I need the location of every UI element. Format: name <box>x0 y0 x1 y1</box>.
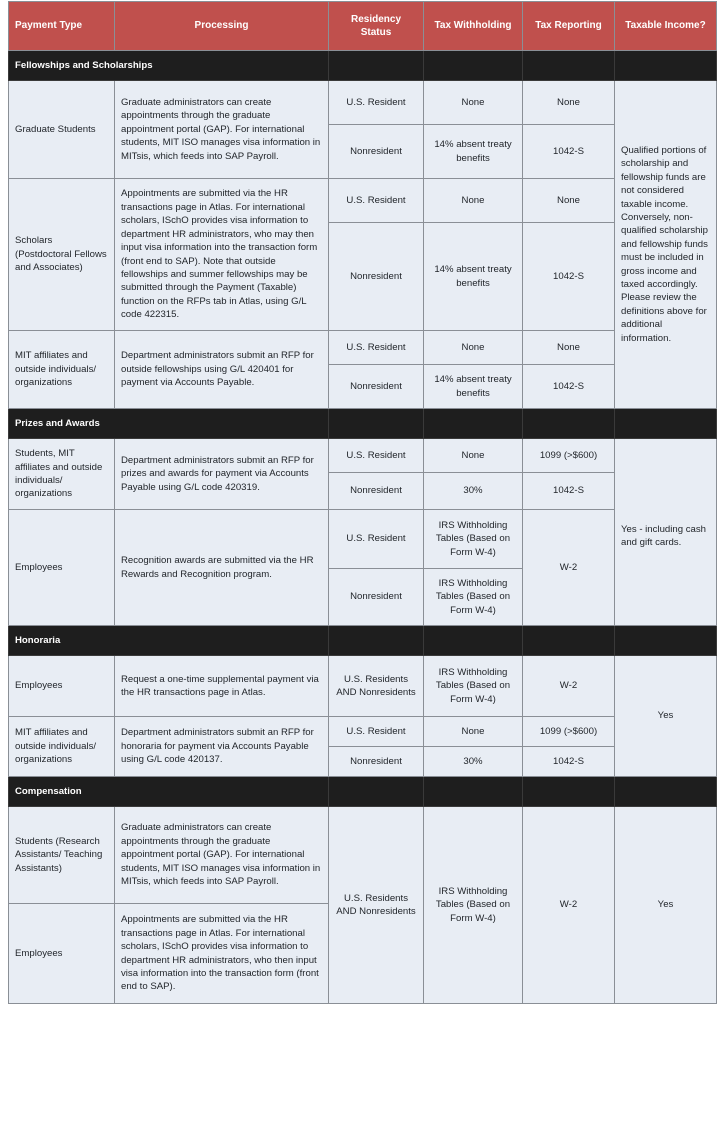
processing-cell: Appointments are submitted via the HR transactions page in Atlas. For international scholars, ISchO provides visa information to department HR administrators, who may then input visa information into the transaction form (front end to SAP). Note that outside fellowships and summer fellowships may be submitted through the Payment (Taxable) function on the RFPs tab in Atlas, using G/L code 422315. <box>115 179 329 331</box>
taxable-income-cell: Yes <box>615 807 717 1004</box>
section-header-prizes <box>9 409 717 439</box>
payment-type-cell: Employees <box>9 656 115 717</box>
reporting-cell: W-2 <box>523 656 615 717</box>
withholding-cell: None <box>424 717 523 747</box>
payment-type-cell: Students (Research Assistants/ Teaching Assistants) <box>9 807 115 904</box>
reporting-cell: W-2 <box>523 510 615 626</box>
section-title: Honoraria <box>9 626 329 656</box>
withholding-cell: IRS Withholding Tables (Based on Form W-4) <box>424 656 523 717</box>
withholding-cell: 14% absent treaty benefits <box>424 365 523 409</box>
withholding-cell: None <box>424 439 523 473</box>
residency-cell: U.S. Resident <box>329 331 424 365</box>
taxable-income-cell: Yes <box>615 656 717 777</box>
reporting-cell: 1099 (>$600) <box>523 717 615 747</box>
residency-cell: U.S. Resident <box>329 179 424 223</box>
reporting-cell: 1042-S <box>523 473 615 510</box>
processing-cell: Department administrators submit an RFP for prizes and awards for payment via Accounts Payable using G/L code 420319. <box>115 439 329 510</box>
residency-cell: Nonresident <box>329 365 424 409</box>
reporting-cell: 1099 (>$600) <box>523 439 615 473</box>
processing-cell: Appointments are submitted via the HR transactions page in Atlas. For international scholars, ISchO provides visa information to department HR administrators, who then input visa information into the transaction form (front end to SAP). <box>115 904 329 1004</box>
withholding-cell: 14% absent treaty benefits <box>424 223 523 331</box>
residency-cell: U.S. Residents AND Nonresidents <box>329 807 424 1004</box>
table-row <box>9 807 717 904</box>
residency-cell: Nonresident <box>329 473 424 510</box>
section-title: Fellowships and Scholarships <box>9 51 329 81</box>
reporting-cell: 1042-S <box>523 365 615 409</box>
processing-cell: Graduate administrators can create appointments through the graduate appointment portal (GAP). For international students, MIT ISO manages visa information in MITsis, which feeds into SAP Payroll. <box>115 81 329 179</box>
header-taxable-income: Taxable Income? <box>615 2 717 51</box>
header-residency-status: Residency Status <box>329 2 424 51</box>
section-title: Prizes and Awards <box>9 409 329 439</box>
table-row <box>9 331 717 365</box>
reporting-cell: W-2 <box>523 807 615 1004</box>
table-row <box>9 81 717 125</box>
residency-cell: Nonresident <box>329 223 424 331</box>
table-row <box>9 717 717 747</box>
withholding-cell: None <box>424 81 523 125</box>
processing-cell: Request a one-time supplemental payment via the HR transactions page in Atlas. <box>115 656 329 717</box>
reporting-cell: None <box>523 179 615 223</box>
header-tax-reporting: Tax Reporting <box>523 2 615 51</box>
section-title: Compensation <box>9 777 329 807</box>
taxable-income-cell: Qualified portions of scholarship and fellowship funds are not considered taxable income. Conversely, non-qualified scholarship and fellowship funds must be included in gross income and taxed accordingly. Please review the definitions above for additional information. <box>615 81 717 409</box>
header-processing: Processing <box>115 2 329 51</box>
processing-cell: Graduate administrators can create appointments through the graduate appointment portal (GAP). For international students, MIT ISO manages visa information in MITsis, which feeds into SAP Payroll. <box>115 807 329 904</box>
residency-cell: U.S. Resident <box>329 510 424 569</box>
header-tax-withholding: Tax Withholding <box>424 2 523 51</box>
withholding-cell: IRS Withholding Tables (Based on Form W-4) <box>424 807 523 1004</box>
payment-type-cell: MIT affiliates and outside individuals/ organizations <box>9 717 115 777</box>
reporting-cell: 1042-S <box>523 747 615 777</box>
residency-cell: Nonresident <box>329 747 424 777</box>
withholding-cell: IRS Withholding Tables (Based on Form W-4) <box>424 569 523 626</box>
residency-cell: U.S. Resident <box>329 81 424 125</box>
section-header-fellowships <box>9 51 717 81</box>
processing-cell: Department administrators submit an RFP for honoraria for payment via Accounts Payable using G/L code 420137. <box>115 717 329 777</box>
residency-cell: U.S. Resident <box>329 717 424 747</box>
reporting-cell: 1042-S <box>523 125 615 179</box>
residency-cell: U.S. Residents AND Nonresidents <box>329 656 424 717</box>
withholding-cell: IRS Withholding Tables (Based on Form W-4) <box>424 510 523 569</box>
payment-type-cell: Scholars (Postdoctoral Fellows and Associates) <box>9 179 115 331</box>
residency-cell: U.S. Resident <box>329 439 424 473</box>
payment-type-cell: MIT affiliates and outside individuals/ organizations <box>9 331 115 409</box>
withholding-cell: 30% <box>424 747 523 777</box>
reporting-cell: None <box>523 331 615 365</box>
reporting-cell: 1042-S <box>523 223 615 331</box>
payment-type-cell: Graduate Students <box>9 81 115 179</box>
taxable-income-cell: Yes - including cash and gift cards. <box>615 439 717 626</box>
section-header-honoraria <box>9 626 717 656</box>
withholding-cell: 14% absent treaty benefits <box>424 125 523 179</box>
table-row <box>9 179 717 223</box>
header-row <box>9 2 717 51</box>
payment-type-cell: Employees <box>9 510 115 626</box>
payment-type-cell: Employees <box>9 904 115 1004</box>
table-row <box>9 439 717 473</box>
table-row <box>9 510 717 569</box>
section-header-compensation <box>9 777 717 807</box>
processing-cell: Department administrators submit an RFP for outside fellowships using G/L 420401 for payment via Accounts Payable. <box>115 331 329 409</box>
withholding-cell: 30% <box>424 473 523 510</box>
processing-cell: Recognition awards are submitted via the HR Rewards and Recognition program. <box>115 510 329 626</box>
table-row <box>9 656 717 717</box>
reporting-cell: None <box>523 81 615 125</box>
payment-tax-table <box>8 1 717 1004</box>
payment-type-cell: Students, MIT affiliates and outside individuals/ organizations <box>9 439 115 510</box>
header-payment-type: Payment Type <box>9 2 115 51</box>
withholding-cell: None <box>424 179 523 223</box>
residency-cell: Nonresident <box>329 125 424 179</box>
withholding-cell: None <box>424 331 523 365</box>
residency-cell: Nonresident <box>329 569 424 626</box>
